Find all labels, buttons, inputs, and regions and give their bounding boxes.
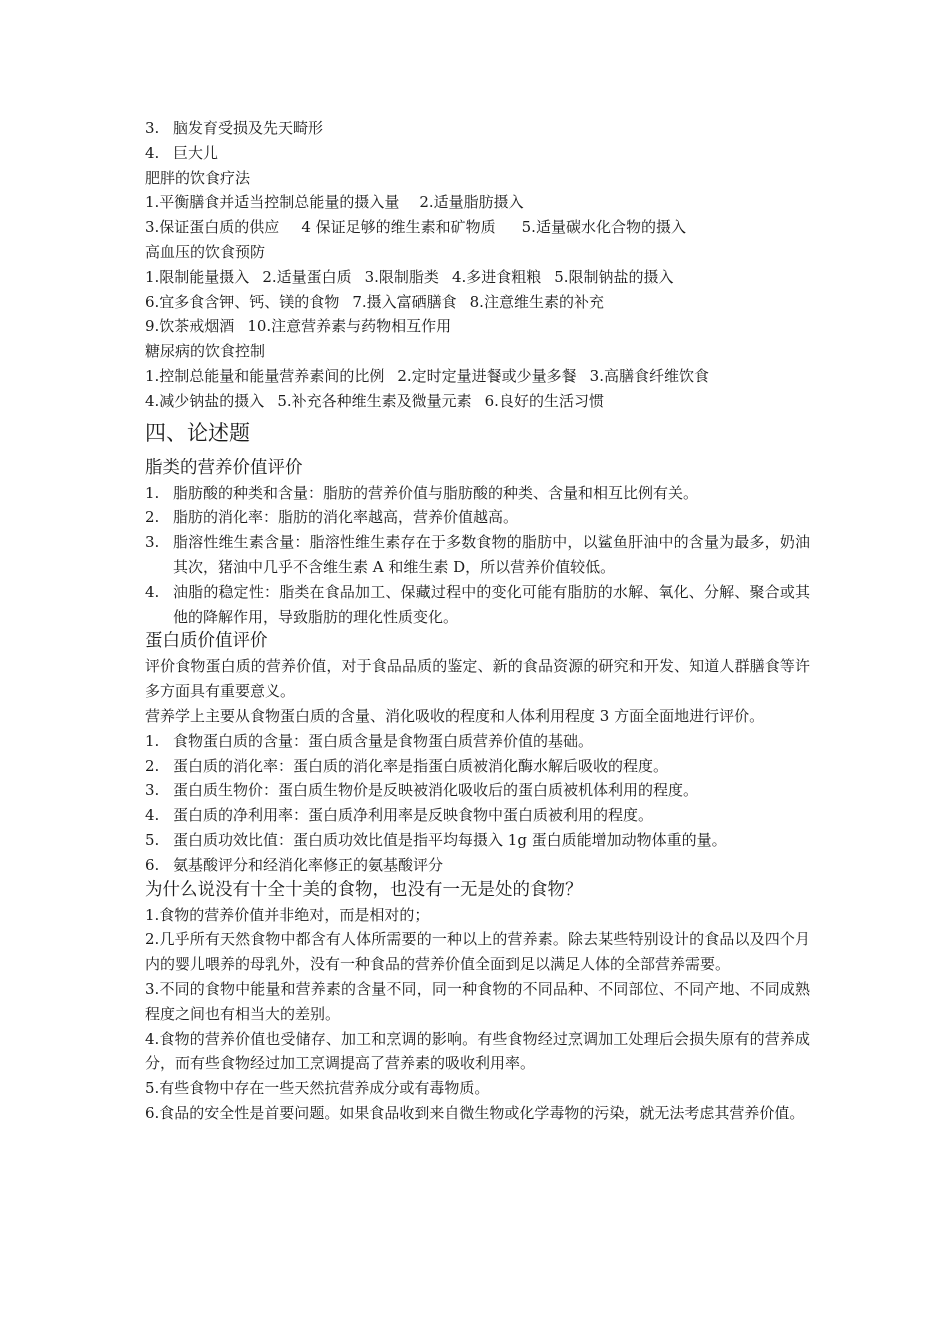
list-item — [145, 778, 810, 803]
obesity-line-1 — [145, 190, 810, 215]
list-item — [145, 141, 810, 166]
obesity-item: 3.保证蛋白质的供应 — [145, 218, 280, 237]
list-number: 6. — [145, 855, 160, 874]
list-item — [145, 754, 810, 779]
diabetes-item: 2.定时定量进餐或少量多餐 — [397, 366, 577, 385]
list-item — [145, 481, 810, 506]
section-heading-diabetes: 糖尿病的饮食控制 — [145, 342, 266, 361]
list-number: 3. — [145, 119, 160, 137]
list-number: 1. — [145, 731, 160, 750]
list-text: 蛋白质的净利用率：蛋白质净利用率是反映食物中蛋白质被利用的程度。 — [173, 806, 654, 825]
hypertension-item: 7.摄入富硒膳食 — [352, 292, 457, 311]
diabetes-item: 1.控制总能量和能量营养素间的比例 — [145, 366, 385, 385]
diabetes-line-1 — [145, 364, 810, 389]
hypertension-item: 4.多进食粗粮 — [451, 267, 542, 286]
paragraph: 3.不同的食物中能量和营养素的含量不同，同一种食物的不同品种、不同部位、不同产地、不同成熟程度之间也有相当大的差别。 — [145, 979, 810, 1023]
paragraph: 4.食物的营养价值也受储存、加工和烹调的影响。有些食物经过烹调加工处理后会损失原有的营养成分，而有些食物经过加工烹调提高了营养素的吸收利用率。 — [145, 1029, 810, 1073]
hypertension-item: 1.限制能量摄入 — [145, 267, 250, 286]
obesity-item: 1.平衡膳食并适当控制总能量的摄入量 — [145, 193, 400, 212]
hypertension-item: 3.限制脂类 — [364, 267, 439, 286]
obesity-item: 5.适量碳水化合物的摄入 — [521, 218, 686, 237]
list-item — [145, 828, 810, 853]
list-item — [145, 116, 810, 141]
paragraph: 6.食品的安全性是首要问题。如果食品收到来自微生物或化学毒物的污染，就无法考虑其营养价值。 — [145, 1103, 805, 1122]
list-text: 脑发育受损及先天畸形 — [173, 119, 324, 137]
obesity-line-2 — [145, 215, 810, 240]
list-item — [145, 803, 810, 828]
diabetes-line-2 — [145, 389, 810, 414]
diabetes-item: 3.高膳食纤维饮食 — [589, 366, 709, 385]
paragraph: 营养学上主要从食物蛋白质的含量、消化吸收的程度和人体利用程度 3 方面全面地进行评价。 — [145, 706, 765, 725]
document-page — [145, 116, 810, 1126]
hypertension-line-1 — [145, 265, 810, 290]
list-number: 1. — [145, 483, 160, 502]
diabetes-item: 5.补充各种维生素及微量元素 — [277, 391, 472, 410]
list-item — [145, 505, 810, 530]
paragraph: 评价食物蛋白质的营养价值，对于食品品质的鉴定、新的食品资源的研究和开发、知道人群膳食等许多方面具有重要意义。 — [145, 657, 810, 701]
list-text: 蛋白质的消化率：蛋白质的消化率是指蛋白质被消化酶水解后吸收的程度。 — [173, 756, 669, 775]
hypertension-line-2 — [145, 290, 810, 315]
list-text: 脂肪的消化率：脂肪的消化率越高，营养价值越高。 — [173, 508, 519, 527]
list-text: 食物蛋白质的含量：蛋白质含量是食物蛋白质营养价值的基础。 — [173, 731, 594, 750]
list-number: 2. — [145, 756, 160, 775]
list-text: 脂溶性维生素含量：脂溶性维生素存在于多数食物的脂肪中，以鲨鱼肝油中的含量为最多，奶油其次，猪油中几乎不含维生素 A 和维生素 D，所以营养价值较低。 — [173, 533, 810, 576]
list-item — [145, 530, 810, 580]
list-number: 3. — [145, 533, 160, 552]
obesity-item: 2.适量脂肪摄入 — [419, 193, 524, 212]
paragraph: 1.食物的营养价值并非绝对，而是相对的； — [145, 905, 430, 924]
list-text: 脂肪酸的种类和含量：脂肪的营养价值与脂肪酸的种类、含量和相互比例有关。 — [173, 483, 699, 502]
obesity-item: 4 保证足够的维生素和矿物质 — [301, 218, 496, 237]
section-heading-protein: 蛋白质价值评价 — [145, 631, 268, 652]
section-heading-hypertension: 高血压的饮食预防 — [145, 242, 266, 261]
list-number: 4. — [145, 806, 160, 825]
section-heading-obesity: 肥胖的饮食疗法 — [145, 168, 251, 187]
hypertension-line-3 — [145, 314, 810, 339]
list-text: 油脂的稳定性：脂类在食品加工、保藏过程中的变化可能有脂肪的水解、氧化、分解、聚合或其他的降解作用，导致脂肪的理化性质变化。 — [173, 582, 810, 626]
list-number: 4. — [145, 582, 160, 601]
section-heading-fat: 脂类的营养价值评价 — [145, 457, 303, 478]
list-text: 蛋白质生物价：蛋白质生物价是反映被消化吸收后的蛋白质被机体利用的程度。 — [173, 781, 699, 800]
hypertension-item: 6.宜多食含钾、钙、镁的食物 — [145, 292, 340, 311]
hypertension-item: 8.注意维生素的补充 — [469, 292, 604, 311]
list-text: 蛋白质功效比值：蛋白质功效比值是指平均每摄入 1g 蛋白质能增加动物体重的量。 — [173, 830, 727, 849]
list-item — [145, 853, 810, 878]
hypertension-item: 10.注意营养素与药物相互作用 — [247, 317, 452, 336]
list-text: 氨基酸评分和经消化率修正的氨基酸评分 — [173, 855, 444, 874]
list-number: 2. — [145, 508, 160, 527]
list-number: 5. — [145, 830, 160, 849]
paragraph: 5.有些食物中存在一些天然抗营养成分或有毒物质。 — [145, 1079, 490, 1098]
hypertension-item: 2.适量蛋白质 — [262, 267, 352, 286]
section-heading-why: 为什么说没有十全十美的食物，也没有一无是处的食物？ — [145, 879, 583, 900]
list-number: 3. — [145, 781, 160, 800]
list-text: 巨大儿 — [173, 143, 219, 162]
hypertension-item: 5.限制钠盐的摄入 — [554, 267, 674, 286]
list-number: 4. — [145, 143, 160, 162]
chapter-heading: 四、论述题 — [145, 420, 250, 445]
paragraph: 2.几乎所有天然食物中都含有人体所需要的一种以上的营养素。除去某些特别设计的食品以及四个月内的婴儿喂养的母乳外，没有一种食品的营养价值全面到足以满足人体的全部营养需要。 — [145, 930, 810, 974]
hypertension-item: 9.饮茶戒烟酒 — [145, 317, 235, 336]
list-item — [145, 729, 810, 754]
diabetes-item: 4.减少钠盐的摄入 — [145, 391, 265, 410]
diabetes-item: 6.良好的生活习惯 — [484, 391, 604, 410]
list-item — [145, 580, 810, 630]
